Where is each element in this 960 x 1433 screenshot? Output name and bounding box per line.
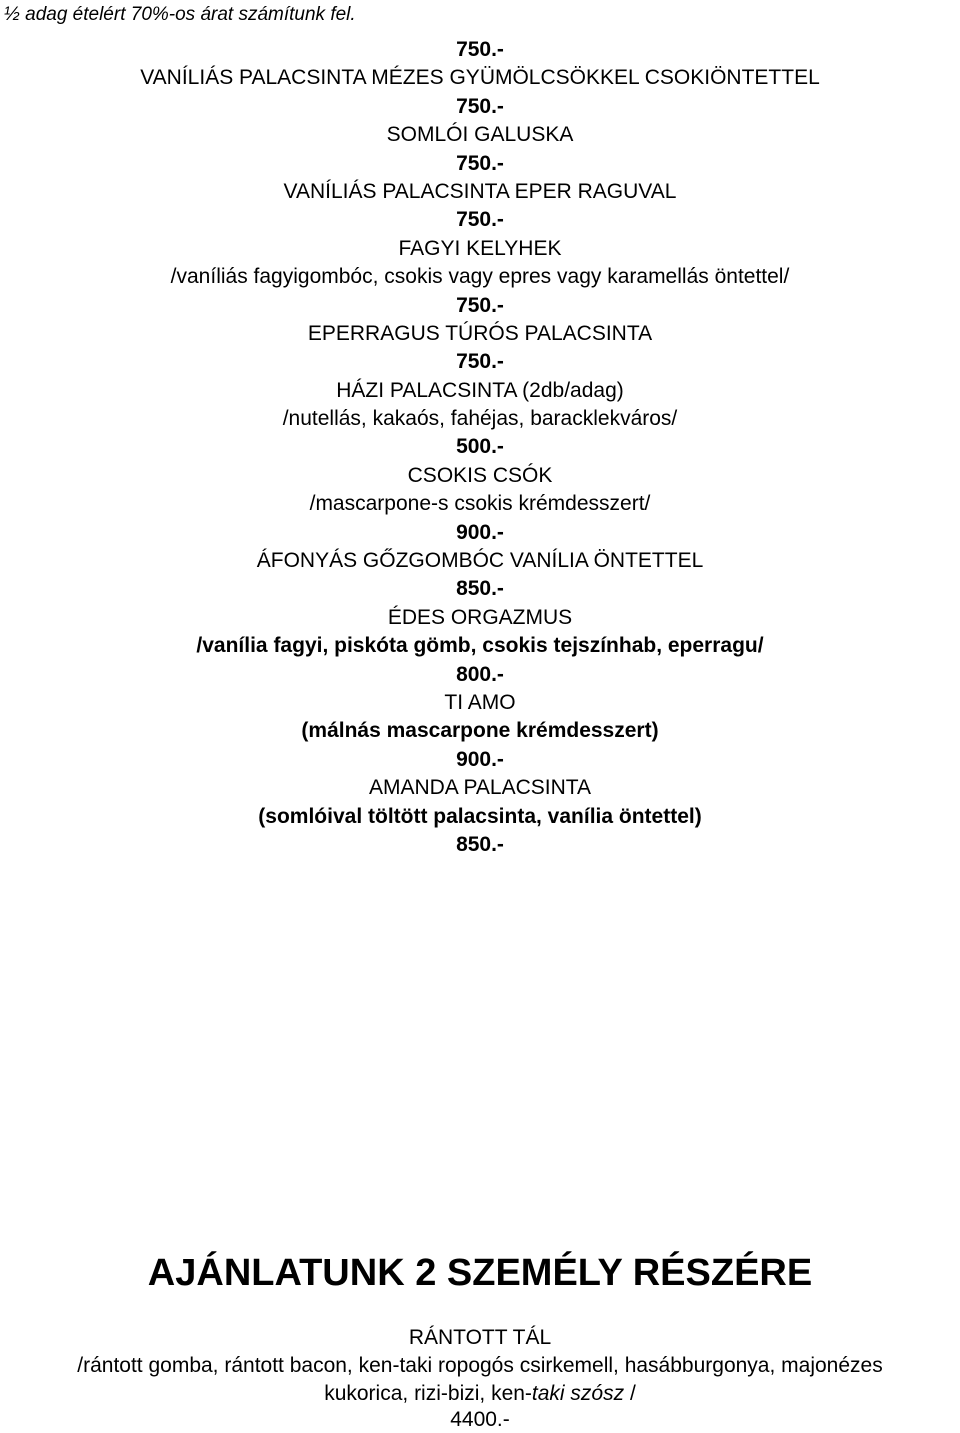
menu-item-price: 850.- (456, 577, 504, 601)
menu-item-price: 800.- (456, 662, 504, 686)
menu-item-text: ÁFONYÁS GŐZGOMBÓC VANÍLIA ÖNTETTEL (256, 549, 704, 573)
menu-item-text: HÁZI PALACSINTA (2db/adag) (336, 378, 624, 402)
menu-item-price: 500.- (456, 435, 504, 459)
menu-item-text: (somlóival töltött palacsinta, vanília öntettel) (258, 804, 702, 828)
menu-item-price: 900.- (456, 520, 504, 544)
menu-item-price: 750.- (456, 208, 504, 232)
menu-item-text: CSOKIS CSÓK (407, 463, 553, 487)
offer-dish-name: RÁNTOTT TÁL (408, 1326, 552, 1349)
menu-item-text: /mascarpone-s csokis krémdesszert/ (309, 492, 651, 516)
offer-description-text: kukorica, rizi-bizi, ken- (324, 1382, 532, 1405)
offer-description-line (0, 1380, 960, 1408)
menu-item-text: FAGYI KELYHEK (398, 236, 562, 260)
menu-item-text: VANÍLIÁS PALACSINTA EPER RAGUVAL (283, 179, 677, 203)
menu-item-text: (málnás mascarpone krémdesszert) (301, 719, 659, 743)
half-portion-note: ½ adag ételért 70%-os árat számítunk fel. (4, 4, 356, 25)
menu-item-text: AMANDA PALACSINTA (368, 776, 592, 800)
menu-item-price: 900.- (456, 747, 504, 771)
menu-item-text: SOMLÓI GALUSKA (386, 123, 574, 147)
menu-item-text: /nutellás, kakaós, fahéjas, baracklekváros/ (282, 407, 678, 431)
offer-dish-description (0, 1352, 960, 1408)
menu-item-price: 750.- (456, 293, 504, 317)
offer-description-text: taki szósz (531, 1382, 625, 1405)
menu-item-price: 750.- (456, 94, 504, 118)
menu-item-text: TI AMO (444, 690, 516, 714)
menu-item-price: 850.- (456, 832, 504, 856)
dessert-menu-list (0, 36, 960, 859)
menu-item-price: 750.- (456, 151, 504, 175)
offer-price: 4400.- (450, 1408, 510, 1431)
menu-item-text: /vaníliás fagyigombóc, csokis vagy epres vagy karamellás öntettel/ (170, 265, 790, 289)
menu-item-text: EPERRAGUS TÚRÓS PALACSINTA (307, 321, 653, 345)
offer-description-line: /rántott gomba, rántott bacon, ken-taki ropogós csirkemell, hasábburgonya, majonézes (77, 1354, 883, 1377)
offer-heading: AJÁNLATUNK 2 SZEMÉLY RÉSZÉRE (147, 1252, 813, 1294)
menu-item-text: ÉDES ORGAZMUS (387, 605, 573, 629)
menu-item-text: /vanília fagyi, piskóta gömb, csokis tejszínhab, eperragu/ (196, 634, 764, 658)
menu-item-text: VANÍLIÁS PALACSINTA MÉZES GYÜMÖLCSÖKKEL CSOKIÖNTETTEL (140, 66, 820, 90)
menu-item-price: 750.- (456, 38, 504, 61)
offer-description-text: / (624, 1382, 636, 1405)
menu-item-price: 750.- (456, 350, 504, 374)
